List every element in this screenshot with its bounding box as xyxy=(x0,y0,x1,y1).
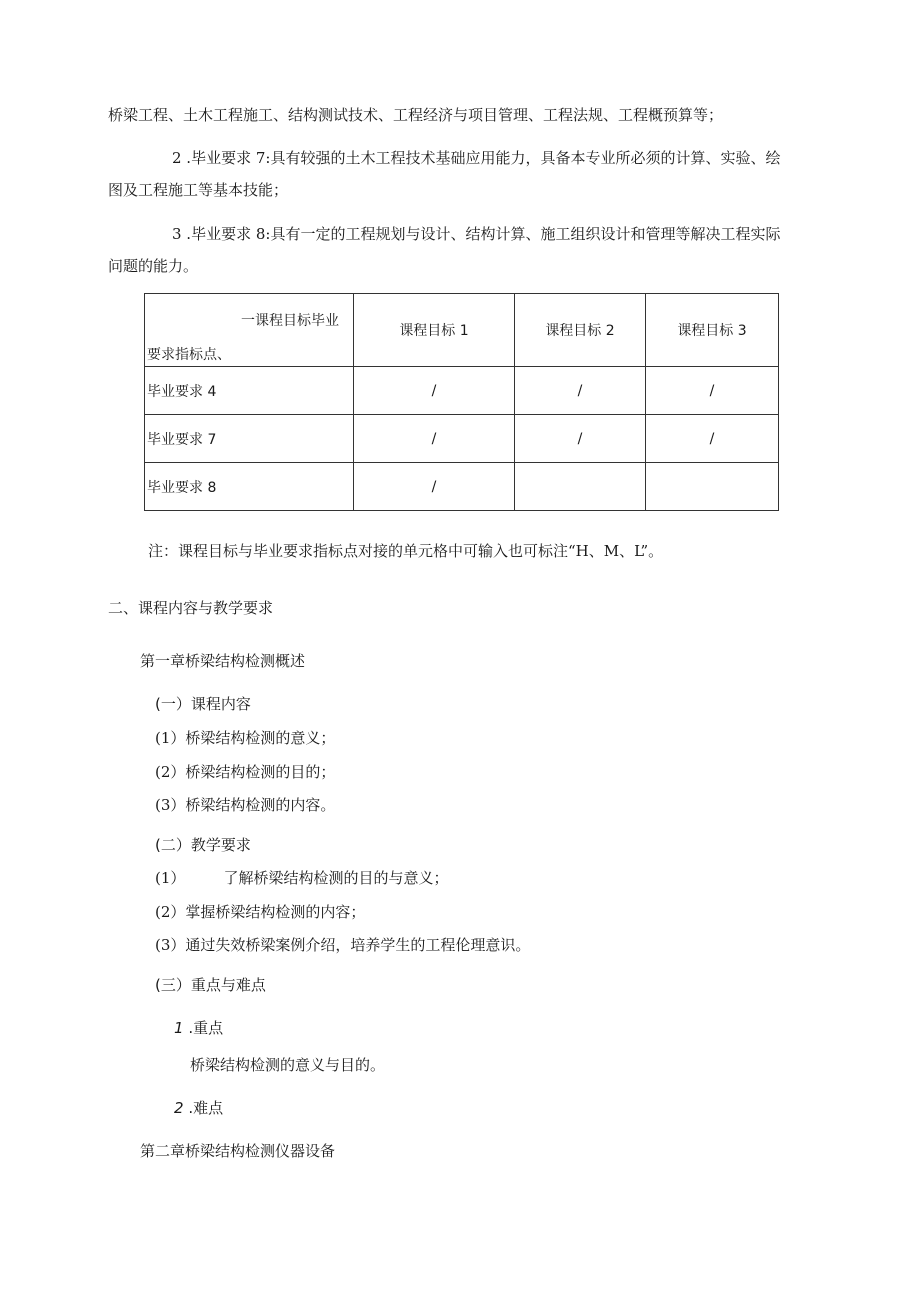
chapter-2-title: 第二章桥梁结构检测仪器设备 xyxy=(140,1142,336,1160)
table-row xyxy=(145,463,779,511)
difficult-points-label xyxy=(174,1097,223,1118)
table-row xyxy=(145,415,779,463)
row-label: 毕业要求 7 xyxy=(145,415,354,463)
list-item: (1）桥梁结构检测的意义； xyxy=(155,729,336,747)
section-title: 二、课程内容与教学要求 xyxy=(108,599,274,617)
list-item: (3）通过失效桥梁案例介绍，培养学生的工程伦理意识。 xyxy=(155,936,531,954)
key-points-text: .重点 xyxy=(183,1019,224,1037)
requirement-7-line-1: 2 .毕业要求 7:具有较强的土木工程技术基础应用能力，具备本专业所必须的计算、实验、绘 xyxy=(172,149,781,167)
table-header-row xyxy=(145,294,779,367)
table-cell: / xyxy=(354,367,515,415)
header-objective-1: 课程目标 1 xyxy=(354,294,515,367)
table-note: 注：课程目标与毕业要求指标点对接的单元格中可输入也可标注“H、M、L”。 xyxy=(148,542,664,560)
list-item: (3）桥梁结构检测的内容。 xyxy=(155,796,336,814)
table-cell: / xyxy=(354,415,515,463)
header-objective-2: 课程目标 2 xyxy=(515,294,646,367)
table-cell: / xyxy=(515,367,646,415)
key-difficult-heading: (三）重点与难点 xyxy=(155,976,266,994)
corner-label-bottom: 要求指标点、 xyxy=(147,347,231,363)
chapter-1-title: 第一章桥梁结构检测概述 xyxy=(140,652,306,670)
difficult-points-text: .难点 xyxy=(183,1099,224,1117)
key-points-content: 桥梁结构检测的意义与目的。 xyxy=(190,1056,386,1074)
key-points-number: 1 xyxy=(174,1019,184,1037)
requirement-8-line-1: 3 .毕业要求 8:具有一定的工程规划与设计、结构计算、施工组织设计和管理等解决工程实际 xyxy=(172,225,781,243)
requirement-8-line-2: 问题的能力。 xyxy=(108,257,199,275)
list-item: (2）掌握桥梁结构检测的内容； xyxy=(155,903,366,921)
row-label: 毕业要求 8 xyxy=(145,463,354,511)
intro-line-courses: 桥梁工程、土木工程施工、结构测试技术、工程经济与项目管理、工程法规、工程概预算等； xyxy=(108,106,724,124)
list-item: (2）桥梁结构检测的目的； xyxy=(155,763,336,781)
difficult-points-number: 2 xyxy=(174,1099,184,1117)
objectives-requirements-table xyxy=(144,293,779,511)
teaching-requirements-heading: (二）教学要求 xyxy=(155,836,251,854)
table-cell: / xyxy=(515,415,646,463)
row-label: 毕业要求 4 xyxy=(145,367,354,415)
table-cell: / xyxy=(354,463,515,511)
table-cell: / xyxy=(646,367,779,415)
course-content-heading: (一）课程内容 xyxy=(155,695,251,713)
table-cell xyxy=(515,463,646,511)
requirement-7-line-2: 图及工程施工等基本技能； xyxy=(108,181,289,199)
header-objective-3: 课程目标 3 xyxy=(646,294,779,367)
key-points-label xyxy=(174,1017,223,1038)
table-cell: / xyxy=(646,415,779,463)
table-cell xyxy=(646,463,779,511)
list-item: (1） 了解桥梁结构检测的目的与意义； xyxy=(155,869,449,887)
table-corner-cell xyxy=(145,294,354,367)
corner-label-top: 一课程目标毕业 xyxy=(241,313,339,329)
table-row xyxy=(145,367,779,415)
